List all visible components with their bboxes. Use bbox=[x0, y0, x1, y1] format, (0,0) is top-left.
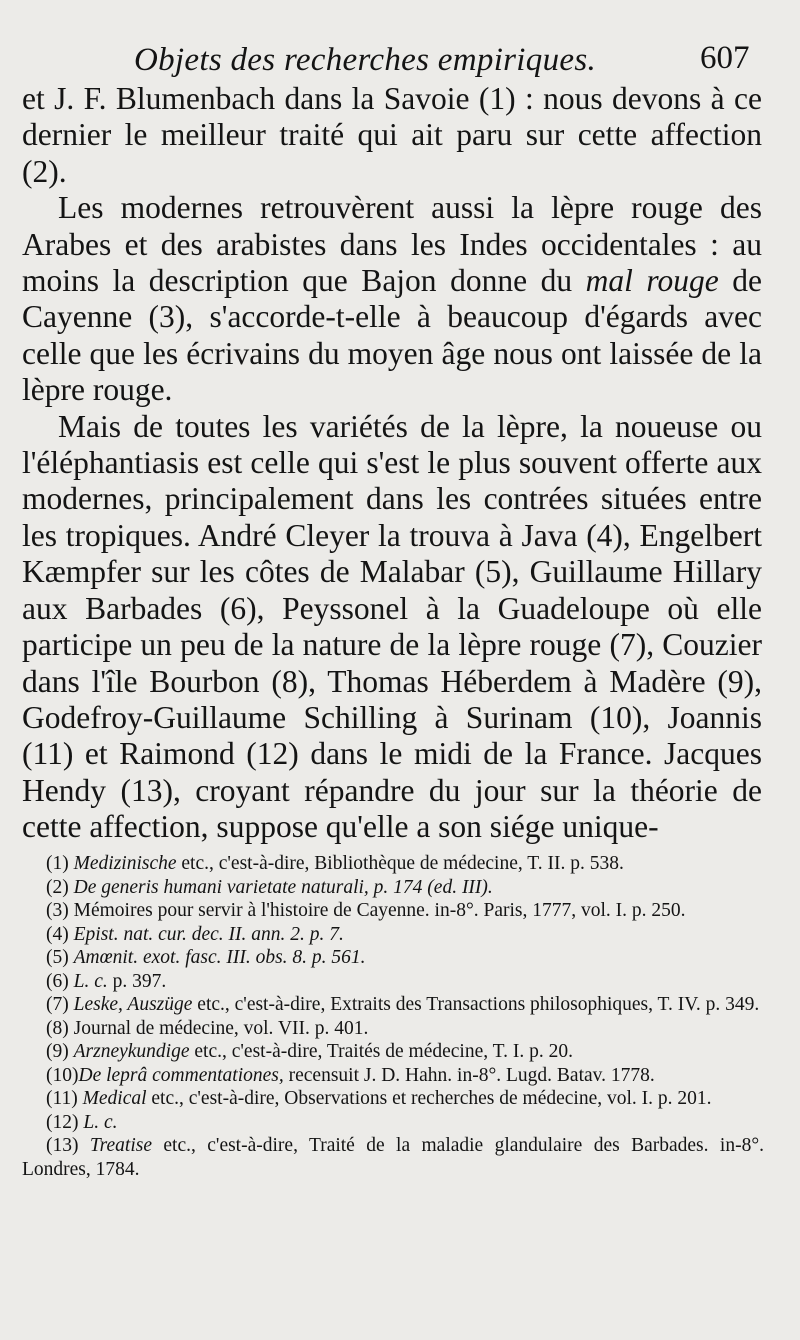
paragraph-2 bbox=[22, 190, 762, 408]
paragraph-3: Mais de toutes les variétés de la lèpre, la noueuse ou l'éléphantiasis est celle qui s'est le plus souvent offerte aux modernes, principalement dans les contrées situées entre les tropiques. André Cleyer la trouva à Java (4), Engelbert Kæmpfer sur les côtes de Malabar (5), Guillaume Hillary aux Barbades (6), Peyssonel à la Guadeloupe où elle participe un peu de la nature de la lèpre rouge (7), Couzier dans l'île Bourbon (8), Thomas Héberdem à Madère (9), Godefroy-Guillaume Schilling à Surinam (10), Joannis (11) et Raimond (12) dans le midi de la France. Jacques Hendy (13), croyant répandre du jour sur la théorie de cette affection, suppose qu'elle a son siége unique- bbox=[22, 408, 762, 845]
footnote-number: (8) bbox=[46, 1017, 69, 1039]
footnote-italic: L. c. bbox=[83, 1111, 118, 1133]
footnote-text: Mémoires pour servir à l'histoire de Cayenne. in-8°. Paris, 1777, vol. I. p. 250. bbox=[68, 900, 686, 921]
footnote-number: (1) bbox=[46, 853, 69, 874]
footnote-italic: Leske, Auszüge bbox=[73, 994, 193, 1015]
footnote-11 bbox=[22, 1087, 764, 1111]
footnote-7 bbox=[22, 993, 764, 1017]
footnote-text: p. 397. bbox=[107, 970, 167, 992]
footnote-italic: Arzneykundige bbox=[73, 1041, 190, 1062]
footnote-italic: Epist. nat. cur. dec. II. ann. 2. p. 7. bbox=[73, 923, 344, 945]
body-text bbox=[22, 81, 762, 846]
footnote-number: (2) bbox=[46, 876, 69, 898]
footnote-13 bbox=[22, 1134, 764, 1181]
footnote-3 bbox=[22, 899, 764, 923]
paragraph-2-start: Les modernes retrouvèrent aussi la lèpre rouge des Arabes et des arabistes dans les Indes occidentales : au moins la description que Bajon donne du bbox=[22, 190, 762, 299]
footnote-6 bbox=[22, 970, 764, 994]
paragraph-2-end: de Cayenne (3), s'accorde-t-elle à beaucoup d'égards avec celle que les écrivains du moyen âge nous ont laissée de la lèpre rouge. bbox=[22, 263, 762, 408]
footnote-text: etc., c'est-à-dire, Observations et recherches de médecine, vol. I. p. 201. bbox=[146, 1088, 712, 1109]
footnote-text: etc., c'est-à-dire, Extraits des Transactions philosophiques, T. IV. p. 349. bbox=[192, 994, 760, 1015]
footnote-text: etc., c'est-à-dire, Traités de médecine, T. I. p. 20. bbox=[189, 1041, 573, 1062]
footnote-5 bbox=[22, 946, 764, 970]
footnote-number: (3) bbox=[46, 900, 69, 921]
footnote-number: (10) bbox=[46, 1064, 79, 1086]
footnote-italic: Amœnit. exot. fasc. III. obs. 8. p. 561. bbox=[73, 947, 366, 968]
footnote-number: (4) bbox=[46, 923, 69, 945]
running-head bbox=[0, 40, 800, 84]
footnote-text: etc., c'est-à-dire, Bibliothèque de médecine, T. II. p. 538. bbox=[176, 853, 624, 874]
footnote-10 bbox=[22, 1064, 764, 1088]
page-number: 607 bbox=[700, 40, 750, 76]
footnote-number: (11) bbox=[46, 1088, 78, 1109]
footnote-italic: L. c. bbox=[73, 970, 108, 992]
footnote-text: recensuit J. D. Hahn. in-8°. Lugd. Batav. 1778. bbox=[283, 1064, 655, 1086]
footnote-italic: Medizinische bbox=[73, 853, 177, 874]
footnote-number: (6) bbox=[46, 970, 69, 992]
footnote-italic: Medical bbox=[82, 1088, 147, 1109]
footnote-text: etc., c'est-à-dire, Traité de la maladie glandulaire des Barbades. in-8°. Londres, 1784. bbox=[22, 1135, 764, 1180]
paragraph-1: et J. F. Blumenbach dans la Savoie (1) : nous devons à ce dernier le meilleur traité qui ait paru sur cette affection (2). bbox=[22, 81, 762, 189]
footnote-italic: De generis humani varietate naturali, p. 174 (ed. III). bbox=[73, 876, 493, 898]
footnote-number: (5) bbox=[46, 947, 69, 968]
footnote-4 bbox=[22, 923, 764, 947]
footnote-8 bbox=[22, 1017, 764, 1041]
footnotes bbox=[22, 852, 764, 1181]
footnote-12 bbox=[22, 1111, 764, 1135]
footnote-number: (13) bbox=[46, 1135, 79, 1156]
footnote-text: Journal de médecine, vol. VII. p. 401. bbox=[68, 1017, 369, 1039]
footnote-1 bbox=[22, 852, 764, 876]
footnote-italic: Treatise bbox=[89, 1135, 153, 1156]
footnote-number: (12) bbox=[46, 1111, 79, 1133]
running-title: Objets des recherches empiriques. bbox=[134, 42, 597, 78]
footnote-9 bbox=[22, 1040, 764, 1064]
footnote-2 bbox=[22, 876, 764, 900]
footnote-number: (9) bbox=[46, 1041, 69, 1062]
footnote-italic: De leprâ commentationes, bbox=[78, 1064, 284, 1086]
footnote-number: (7) bbox=[46, 994, 69, 1015]
paragraph-2-italic: mal rouge bbox=[585, 263, 719, 299]
